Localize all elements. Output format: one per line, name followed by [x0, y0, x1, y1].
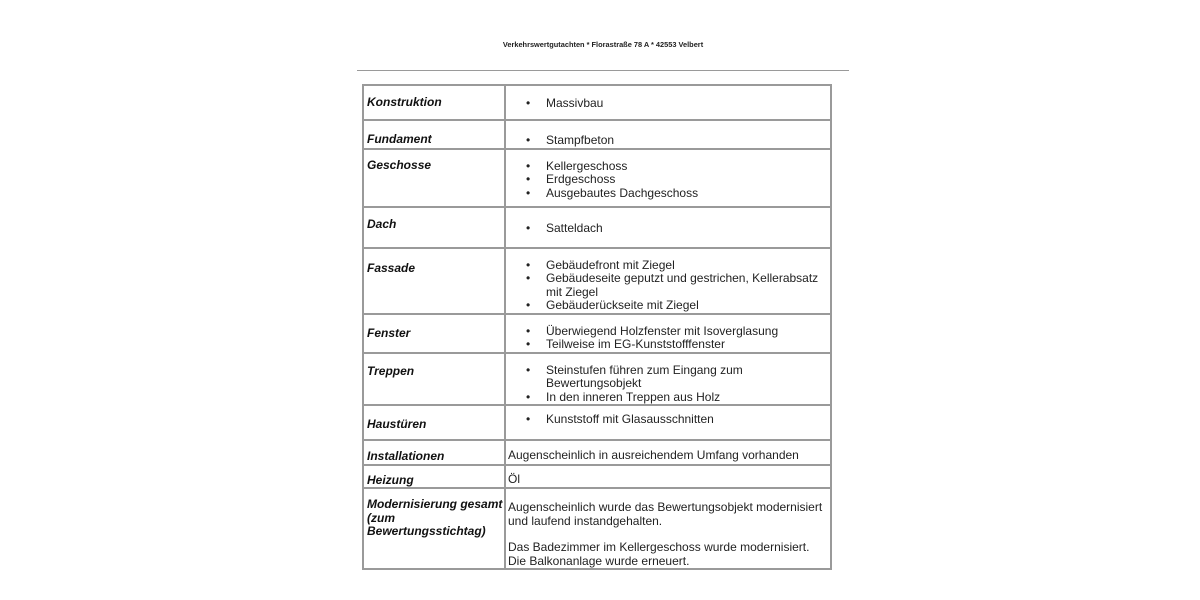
list-item: • Kunststoff mit Glasausschnitten	[506, 413, 830, 427]
label-text: Treppen	[367, 363, 415, 378]
table-row	[363, 440, 831, 465]
label-text: Geschosse	[367, 157, 432, 172]
row-label	[363, 440, 505, 465]
row-value	[505, 440, 831, 465]
list-item: • Erdgeschoss	[506, 173, 830, 187]
list-item: • Massivbau	[506, 97, 830, 111]
row-label	[363, 85, 505, 120]
value-text: Augenscheinlich in ausreichendem Umfang vorhanden	[508, 448, 799, 462]
value-paragraph: Augenscheinlich wurde das Bewertungsobjekt modernisiert und laufend instandgehalten.	[508, 500, 823, 528]
row-value	[505, 248, 831, 314]
row-value	[505, 314, 831, 353]
label-text: Fassade	[367, 260, 416, 275]
list-item: • Kellergeschoss	[506, 160, 830, 174]
label-line: Modernisierung gesamt	[367, 497, 503, 511]
label-text: Haustüren	[367, 417, 427, 431]
table-row	[363, 314, 831, 353]
table-row	[363, 85, 831, 120]
label-text: Heizung	[367, 472, 414, 487]
label-text: Fenster	[367, 325, 411, 340]
list-item: • In den inneren Treppen aus Holz	[506, 391, 830, 405]
bullet-list	[506, 150, 830, 201]
row-value	[505, 149, 831, 207]
label-text: Installationen	[367, 449, 445, 463]
list-item: • Überwiegend Holzfenster mit Isoverglasung	[506, 325, 830, 339]
row-label	[363, 465, 505, 489]
label-line: (zum Bewertungsstichtag)	[367, 510, 486, 538]
row-label	[363, 314, 505, 353]
bullet-list	[506, 208, 830, 236]
row-label	[363, 149, 505, 207]
row-value	[505, 488, 831, 569]
table-row	[363, 120, 831, 149]
list-item: • Ausgebautes Dachgeschoss	[506, 187, 830, 201]
value-paragraph	[506, 528, 830, 568]
row-value	[505, 465, 831, 489]
list-item: • Gebäudeseite geputzt und gestrichen, Kellerabsatz mit Ziegel	[506, 272, 830, 299]
row-label	[363, 120, 505, 149]
table-row	[363, 149, 831, 207]
value-line: Die Balkonanlage wurde erneuert.	[508, 553, 690, 568]
row-label	[363, 405, 505, 440]
label-text: Konstruktion	[367, 95, 442, 109]
row-value	[505, 85, 831, 120]
bullet-list	[506, 406, 830, 427]
table-row	[363, 405, 831, 440]
label-text: Dach	[367, 216, 397, 231]
building-description-table	[362, 84, 832, 570]
table-row	[363, 248, 831, 314]
bullet-list	[506, 315, 830, 352]
row-label	[363, 488, 505, 569]
bullet-list	[506, 121, 830, 148]
list-item: • Steinstufen führen zum Eingang zum Bewertungsobjekt	[506, 364, 830, 391]
label-text	[367, 489, 504, 539]
table-row	[363, 353, 831, 406]
row-label	[363, 248, 505, 314]
list-item: • Teilweise im EG-Kunststofffenster	[506, 338, 830, 352]
list-item: • Stampfbeton	[506, 134, 830, 148]
value-line: Das Badezimmer im Kellergeschoss wurde modernisiert.	[508, 540, 810, 554]
table-row	[363, 207, 831, 248]
list-item: • Gebäudefront mit Ziegel	[506, 259, 830, 273]
bullet-list	[506, 86, 830, 111]
list-item: • Satteldach	[506, 222, 830, 236]
value-text: Öl	[508, 471, 520, 486]
header-divider	[357, 70, 849, 71]
row-label	[363, 353, 505, 406]
row-value	[505, 207, 831, 248]
table-row	[363, 465, 831, 489]
label-text: Fundament	[367, 132, 432, 146]
bullet-list	[506, 249, 830, 313]
table-row	[363, 488, 831, 569]
bullet-list	[506, 354, 830, 405]
row-value	[505, 120, 831, 149]
row-value	[505, 353, 831, 406]
row-value	[505, 405, 831, 440]
row-label	[363, 207, 505, 248]
document-header-title: Verkehrswertgutachten * Florastraße 78 A * 42553 Velbert	[502, 40, 704, 49]
list-item: • Gebäuderückseite mit Ziegel	[506, 299, 830, 313]
